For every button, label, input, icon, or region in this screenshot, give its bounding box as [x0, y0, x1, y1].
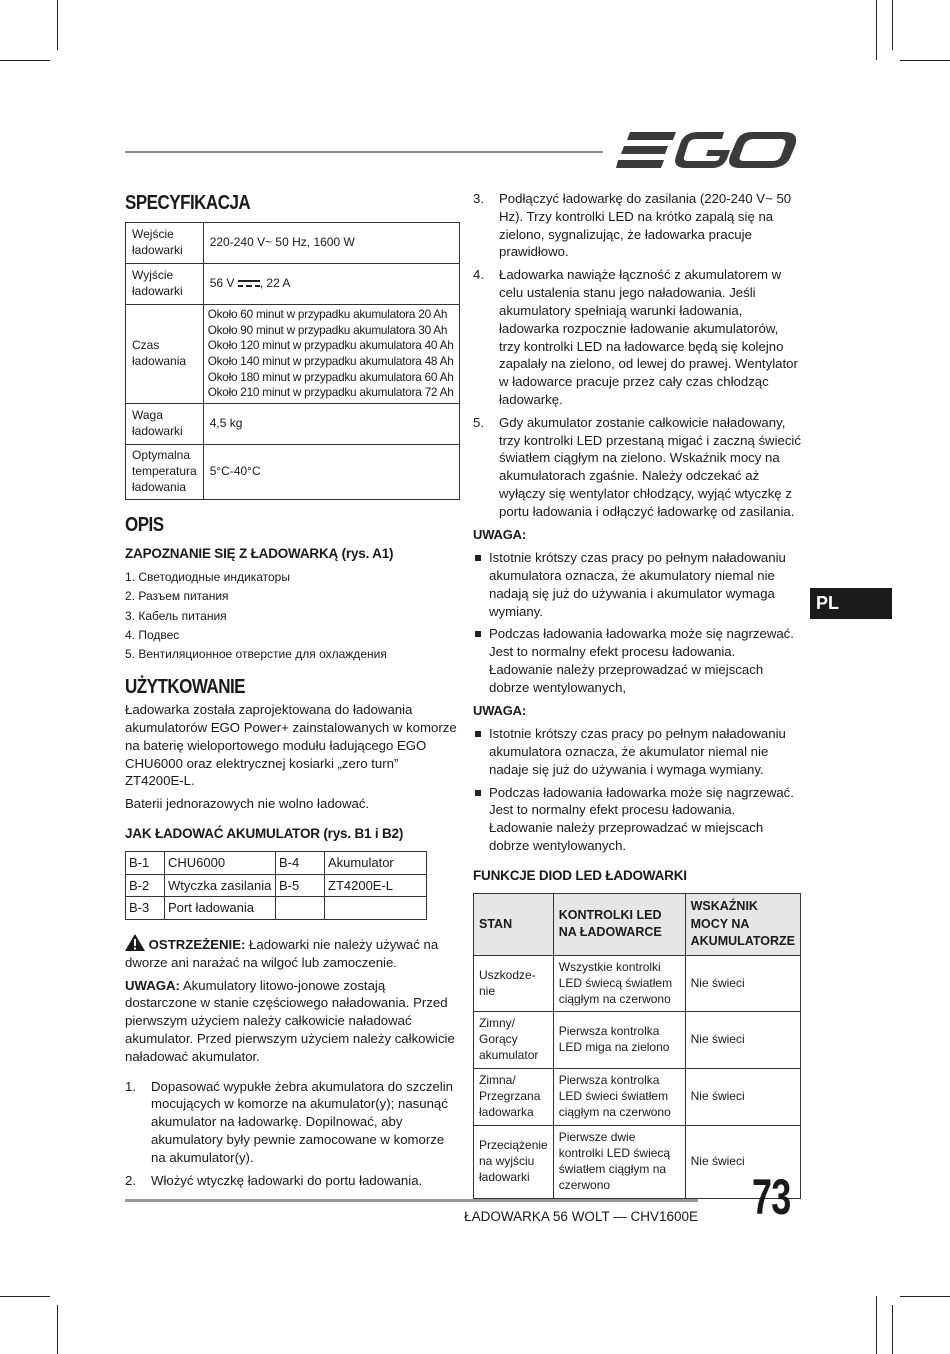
step-text: Włożyć wtyczkę ładowarki do portu ładowania.	[151, 1172, 423, 1188]
language-tab: PL	[810, 588, 892, 619]
table-row	[474, 955, 801, 1012]
step-number: 5.	[473, 414, 484, 430]
list-item	[125, 1078, 460, 1167]
charge-time-line: Około 210 minut w przypadku akumulatora 72 Ah	[207, 385, 454, 400]
charge-time-line: Około 140 minut w przypadku akumulatora 48 Ah	[207, 354, 454, 369]
table-row	[126, 305, 460, 404]
charge-time-line: Około 120 minut w przypadku akumulatora 40 Ah	[207, 338, 454, 353]
note-text: Akumulatory litowo-jonowe zostają dostarczone w stanie częściowego naładowania. Przed pierwszym użyciem należy całkowicie naładować akumulator. Przed pierwszym użyciem należy całkowicie naładować akumulator.	[125, 977, 455, 1064]
list-item: 5. Вентиляционное отверстие для охлаждения	[125, 646, 387, 661]
table-cell: Nie świeci	[685, 955, 800, 1012]
header-rule	[125, 151, 603, 153]
table-row	[474, 1012, 801, 1069]
note-list	[473, 725, 801, 855]
warning-label: OSTRZEŻENIE:	[148, 936, 246, 952]
legend-table	[125, 851, 427, 920]
steps-list-continued	[473, 190, 801, 521]
table-cell: Uszkodze-nie	[474, 955, 554, 1012]
charge-time-line: Około 180 minut w przypadku akumulatora 60 Ah	[207, 369, 454, 384]
table-cell: B-5	[276, 874, 325, 897]
note-item-text: Podczas ładowania ładowarka może się nagrzewać. Jest to normalny efekt procesu ładowania. Ładowanie należy przeprowadzać w miejscach dobrze wentylowanych,	[489, 626, 794, 695]
crop-mark	[0, 60, 50, 61]
table-cell: B-4	[276, 852, 325, 875]
note-item-text: Istotnie krótszy czas pracy po pełnym naładowaniu akumulatora oznacza, że akumulator niemal nie nadaje się już do używania i wymaga wymiany.	[489, 726, 786, 777]
spec-table	[125, 222, 460, 500]
warning-paragraph	[125, 934, 460, 972]
bullet-icon	[475, 555, 481, 561]
list-item	[473, 190, 801, 261]
table-row	[126, 223, 460, 264]
crop-mark	[892, 0, 893, 50]
table-cell: Pierwsze dwie kontrolki LED świecą światłem ciągłym na czerwono	[553, 1126, 685, 1199]
led-heading: FUNKCJE DIOD LED ŁADOWARKI	[473, 867, 687, 883]
steps-list	[125, 1078, 460, 1190]
table-row	[126, 445, 460, 500]
step-text: Ładowarka nawiąże łączność z akumulatorem w celu ustalenia stanu jego naładowania. Jeśli akumulatory spełniają warunki ładowania, ładowarka rozpocznie ładowanie akumulatorów, trzy kontrolki LED na ładowarce będą się kolejno zapalały na zielono, od lewej do prawej. Wentylator w ładowarce pracuje przez cały czas chłodząc ładowarkę.	[499, 267, 798, 407]
crop-mark	[900, 60, 950, 61]
parts-list	[125, 569, 460, 662]
spec-value-post: , 22 A	[259, 276, 291, 291]
list-item: 4. Подвес	[125, 627, 180, 642]
crop-mark	[900, 1296, 950, 1297]
usage-paragraph: Baterii jednorazowych nie wolno ładować.	[125, 796, 370, 812]
table-cell: CHU6000	[165, 852, 276, 875]
spec-key: Wyjście ładowarki	[126, 264, 204, 305]
crop-mark	[0, 1296, 50, 1297]
note-item-text: Istotnie krótszy czas pracy po pełnym naładowaniu akumulatora oznacza, że akumulatory niemal nie nadają się już do używania i akumulator wymaga wymiany.	[489, 550, 786, 619]
led-table	[473, 893, 801, 1199]
column-header: WSKAŹNIK MOCY NA AKUMULATORZE	[685, 894, 800, 956]
table-cell: Akumulator	[325, 852, 427, 875]
note-paragraph	[125, 977, 460, 1066]
spec-key: Optymalna temperatura ładowania	[126, 445, 204, 500]
charge-time-line: Około 60 minut w przypadku akumulatora 20 Ah	[207, 307, 448, 321]
list-item	[473, 414, 801, 521]
table-cell: Nie świeci	[685, 1012, 800, 1069]
step-number: 2.	[125, 1172, 136, 1188]
table-cell: ZT4200E-L	[325, 874, 427, 897]
usage-paragraph: Ładowarka została zaprojektowana do ładowania akumulatorów EGO Power+ zainstalowanych w komorze na baterię wieloportowego modułu ładującego EGO CHU6000 oraz elektrycznej kosiarki „zero turn” ZT4200E-L.	[125, 702, 457, 789]
list-item: 2. Разъем питания	[125, 589, 229, 604]
list-item: 1. Светодиодные индикаторы	[125, 570, 290, 585]
step-number: 3.	[473, 191, 484, 206]
warning-text: Ładowarki nie należy używać na dworze ani narażać na wilgoć lub zamoczenie.	[125, 936, 439, 970]
list-item	[473, 784, 801, 855]
step-number: 4.	[473, 267, 484, 283]
spec-key: Waga ładowarki	[126, 404, 204, 445]
note-heading: UWAGA:	[473, 526, 526, 542]
step-text: Gdy akumulator zostanie całkowicie naładowany, trzy kontrolki LED przestaną migać i zaczną świecić światłem ciągłym na zielono. Wskaźnik mocy na akumulatorach zgaśnie. Należy odczekać aż wyłączy się wentylator chłodzący, wyjąć wtyczkę z portu ładowania i odłączyć ładowarkę od zasilania.	[499, 414, 801, 519]
footer-rule	[125, 1199, 698, 1202]
crop-mark	[892, 1305, 893, 1354]
table-cell: Zimna/ Przegrzana ładowarka	[474, 1069, 554, 1126]
warning-icon	[125, 934, 145, 951]
ego-logo	[616, 130, 800, 172]
spec-value: 220-240 V~ 50 Hz, 1600 W	[203, 223, 459, 264]
page-number: 73	[752, 1169, 791, 1225]
table-cell: B-2	[126, 874, 165, 897]
charge-heading: JAK ŁADOWAĆ AKUMULATOR (rys. B1 i B2)	[125, 826, 404, 842]
step-text: Podłączyć ładowarkę do zasilania (220-240 V~ 50 Hz). Trzy kontrolki LED na krótko zapalą się na zielono, sygnalizując, że ładowarka pracuje prawidłowo.	[499, 191, 792, 260]
spec-value	[203, 264, 459, 305]
left-column	[125, 190, 460, 1194]
list-item: 3. Кабель питания	[125, 608, 227, 623]
spec-value: 4,5 kg	[203, 404, 459, 445]
list-item	[473, 266, 801, 409]
table-cell: Zimny/ Gorący akumulator	[474, 1012, 554, 1069]
opis-heading: OPIS	[125, 513, 164, 536]
table-row	[126, 897, 427, 920]
table-cell	[276, 897, 325, 920]
right-column	[473, 190, 801, 1199]
crop-mark	[57, 1305, 58, 1354]
table-row	[126, 852, 427, 875]
table-cell: Wtyczka zasilania	[165, 874, 276, 897]
charge-time-line: Około 90 minut w przypadku akumulatora 30 Ah	[207, 322, 448, 337]
bullet-icon	[475, 731, 481, 737]
table-cell: B-1	[126, 852, 165, 875]
table-row	[126, 404, 460, 445]
table-cell: Nie świeci	[685, 1069, 800, 1126]
table-cell: B-3	[126, 897, 165, 920]
table-cell: Pierwsza kontrolka LED świeci światłem ciągłym na czerwono	[553, 1069, 685, 1126]
column-header: KONTROLKI LED NA ŁADOWARCE	[553, 894, 685, 956]
step-number: 1.	[125, 1078, 136, 1094]
table-row	[126, 874, 427, 897]
spec-heading: SPECYFIKACJA	[125, 192, 251, 214]
crop-mark	[876, 1296, 877, 1354]
crop-mark	[876, 0, 877, 60]
bullet-icon	[475, 790, 481, 796]
note-item-text: Podczas ładowania ładowarka może się nagrzewać. Jest to normalny efekt procesu ładowania. Ładowanie należy przeprowadzać w miejscach dobrze wentylowanych.	[489, 784, 794, 854]
spec-key: Czas ładowania	[126, 305, 204, 404]
list-item	[473, 549, 801, 620]
bullet-icon	[475, 631, 481, 637]
step-text: Dopasować wypukłe żebra akumulatora do szczelin mocujących w komorze na akumulator(y); nasunąć akumulator na ładowarkę. Dopilnować, aby akumulatory były pewnie zamocowane w komorze na akumulator(y).	[151, 1078, 453, 1165]
table-header-row	[474, 894, 801, 956]
spec-value-lines	[203, 305, 459, 404]
usage-heading: UŻYTKOWANIE	[125, 676, 246, 699]
spec-key: Wejście ładowarki	[126, 223, 204, 264]
list-item	[473, 725, 801, 778]
column-header: STAN	[474, 894, 554, 956]
note-label: UWAGA:	[125, 977, 180, 993]
table-cell: Port ładowania	[165, 897, 276, 920]
table-row	[126, 264, 460, 305]
dc-symbol-icon	[238, 279, 260, 289]
list-item	[473, 625, 801, 696]
footer-title: ŁADOWARKA 56 WOLT — CHV1600E	[464, 1209, 698, 1224]
table-cell	[325, 897, 427, 920]
spec-value-pre: 56 V	[209, 276, 235, 291]
spec-value: 5°C-40°C	[203, 445, 459, 500]
crop-mark	[57, 0, 58, 50]
table-row	[474, 1069, 801, 1126]
table-cell: Wszystkie kontrolki LED świecą światłem ciągłym na czerwono	[553, 955, 685, 1012]
table-cell: Pierwsza kontrolka LED miga na zielono	[553, 1012, 685, 1069]
table-cell: Przeciążenie na wyjściu ładowarki	[474, 1126, 554, 1199]
note-heading: UWAGA:	[473, 702, 526, 718]
opis-subheading: ZAPOZNANIE SIĘ Z ŁADOWARKĄ (rys. A1)	[125, 545, 394, 561]
note-list	[473, 549, 801, 697]
table-cell: Nie świeci	[685, 1126, 800, 1199]
list-item	[125, 1172, 460, 1190]
